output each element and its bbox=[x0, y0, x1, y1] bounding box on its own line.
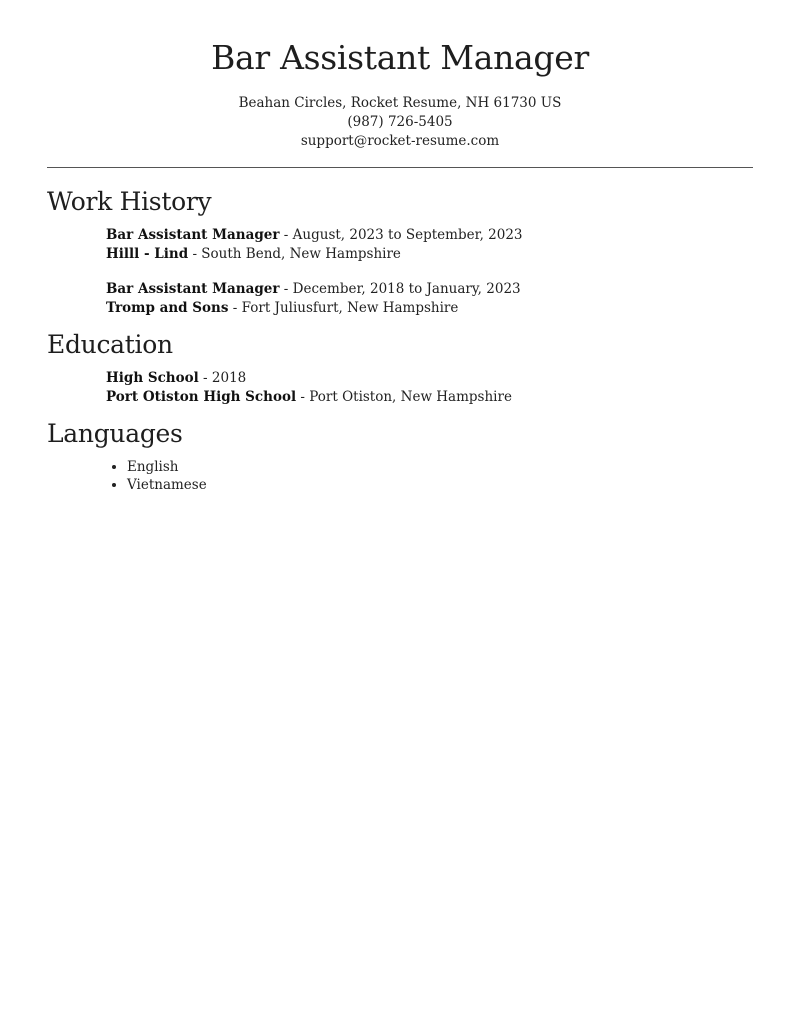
work-entry bbox=[106, 280, 521, 318]
work-entry bbox=[106, 226, 523, 264]
degree: High School bbox=[106, 370, 199, 386]
languages-list bbox=[106, 459, 207, 494]
company: Tromp and Sons bbox=[106, 300, 229, 316]
job-location: - South Bend, New Hampshire bbox=[188, 246, 401, 262]
phone: (987) 726-5405 bbox=[347, 114, 453, 130]
address: Beahan Circles, Rocket Resume, NH 61730 US bbox=[238, 95, 562, 111]
job-dates: - August, 2023 to September, 2023 bbox=[279, 227, 523, 243]
job-dates: - December, 2018 to January, 2023 bbox=[279, 281, 521, 297]
school: Port Otiston High School bbox=[106, 389, 297, 405]
education-entry bbox=[106, 369, 512, 407]
resume-title: Bar Assistant Manager bbox=[211, 38, 589, 77]
language-item: • Vietnamese bbox=[127, 477, 207, 495]
work-history-heading: Work History bbox=[47, 187, 212, 216]
education-heading: Education bbox=[47, 330, 173, 359]
language-item: • English bbox=[127, 459, 207, 477]
job-location: - Fort Juliusfurt, New Hampshire bbox=[228, 300, 459, 316]
contact-info bbox=[0, 94, 800, 151]
company: Hilll - Lind bbox=[106, 246, 189, 262]
header-divider bbox=[47, 167, 753, 168]
email: support@rocket-resume.com bbox=[300, 133, 500, 149]
languages-heading: Languages bbox=[47, 419, 183, 448]
job-title: Bar Assistant Manager bbox=[106, 227, 280, 243]
school-location: - Port Otiston, New Hampshire bbox=[296, 389, 512, 405]
education-year: - 2018 bbox=[198, 370, 247, 386]
job-title: Bar Assistant Manager bbox=[106, 281, 280, 297]
